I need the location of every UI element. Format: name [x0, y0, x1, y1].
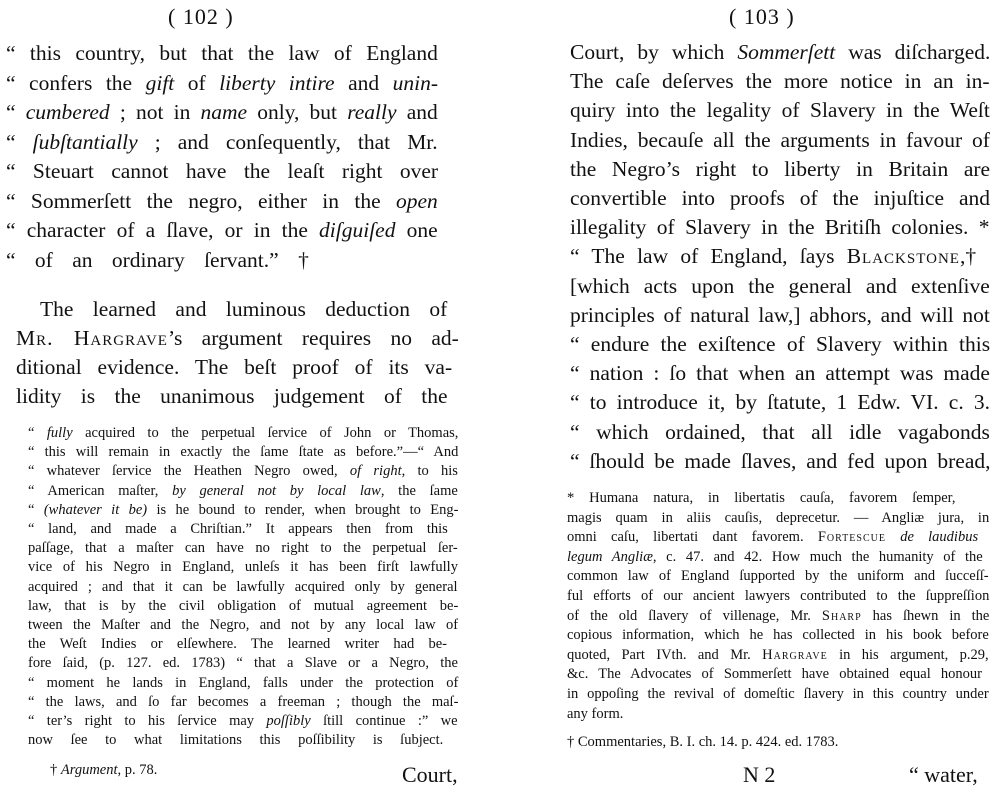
- text-line: [570, 332, 990, 357]
- text-line: [28, 579, 458, 596]
- text-run: [which acts upon the general and extenſive: [570, 273, 990, 298]
- text-run: ,†: [959, 244, 977, 269]
- text-run: “: [28, 501, 44, 518]
- text-run: “ the laws, and ſo far becomes a freeman ; though the maſ-: [28, 693, 459, 710]
- text-run: paſſage, that a maſter can have no right to the perpetual ſer-: [28, 540, 458, 557]
- text-line: [28, 521, 448, 538]
- small-caps-text: Mr. Hargrave: [16, 326, 168, 350]
- text-run: “: [6, 129, 33, 154]
- text-run: “ American maſter,: [28, 482, 173, 499]
- italic-text: name: [200, 100, 248, 124]
- text-run: vice of his Negro in England, unleſs it has been firſt lawfully: [28, 559, 458, 576]
- text-line: [567, 686, 989, 703]
- text-line: [28, 444, 458, 461]
- text-run: , c. 47. and 42. How much the humanity of the: [652, 548, 983, 565]
- text-run: copious information, which he has collected in his book before: [567, 627, 989, 644]
- text-run: , p. 78.: [117, 762, 158, 778]
- text-line: [570, 274, 990, 299]
- text-run: The learned and luminous deduction of: [40, 297, 448, 321]
- text-run: principles of natural law,] abhors, and will not: [570, 302, 990, 327]
- text-line: [6, 130, 438, 155]
- text-run: was diſcharged.: [835, 40, 991, 64]
- text-run: “: [6, 100, 26, 124]
- text-line: [570, 186, 990, 211]
- text-line: [567, 627, 989, 644]
- text-run: illegality of Slavery in the Britiſh colonies. *: [570, 215, 990, 240]
- catchword: “ water,: [909, 762, 978, 787]
- text-line: [567, 490, 956, 507]
- text-line: [16, 355, 452, 380]
- text-run: of: [174, 70, 220, 95]
- italic-text: gift: [145, 70, 175, 95]
- text-line: [28, 636, 447, 653]
- text-run: [886, 529, 900, 545]
- text-line: [28, 598, 458, 615]
- text-run: “ ſhould be made ſlaves, and fed upon bread,: [570, 448, 991, 473]
- text-line: [567, 510, 989, 527]
- text-line: [6, 159, 438, 184]
- text-line: [570, 361, 990, 386]
- small-caps-text: Blackstone: [846, 244, 960, 269]
- italic-text: legum Angliæ: [567, 548, 653, 565]
- text-run: † Commentaries, B. I. ch. 14. p. 424. ed. 1783.: [567, 734, 839, 750]
- text-run: quoted, Part IVth. and Mr.: [567, 646, 763, 663]
- text-run: magis quam in aliis cauſis, deprecetur. — Angliæ jura, in: [567, 509, 990, 526]
- text-run: ful efforts of our ancient lawyers contributed to the ſuppreſſion: [567, 588, 990, 604]
- text-run: and: [396, 100, 438, 124]
- text-run: in his argument, p.29,: [827, 646, 989, 663]
- text-run: any form.: [567, 705, 624, 722]
- signature-mark: N 2: [743, 762, 776, 787]
- text-run: lidity is the unanimous judgement of the: [16, 384, 448, 408]
- text-run: “ ter’s right to his ſervice may: [28, 713, 267, 729]
- text-run: one: [395, 218, 438, 242]
- small-caps-text: Sharp: [821, 607, 862, 624]
- italic-text: Argument: [60, 762, 118, 778]
- italic-text: poſſibly: [266, 713, 311, 729]
- text-run: “ confers the: [6, 70, 146, 95]
- text-run: &c. The Advocates of Sommerſett have obtained equal honour: [567, 666, 982, 683]
- text-run: * Humana natura, in libertatis cauſa, favorem ſemper,: [567, 490, 956, 506]
- text-line: [28, 675, 458, 692]
- text-line: [570, 303, 990, 328]
- text-run: Indies, becauſe all the arguments in favour of: [570, 127, 990, 152]
- text-run: “ to introduce it, by ſtatute, 1 Edw. VI. c. 3.: [570, 390, 990, 415]
- text-line: [28, 713, 458, 730]
- text-line: [28, 617, 458, 634]
- text-line: [6, 71, 438, 96]
- text-run: in oppoſing the revival of domeſtic ſlavery in this country under: [567, 686, 989, 702]
- text-run: ſtill continue :” we: [310, 713, 458, 729]
- italic-text: diſguiſed: [319, 218, 396, 242]
- text-run: “ The law of England, ſays: [570, 244, 847, 269]
- text-line: [16, 326, 459, 351]
- text-run: “ this country, but that the law of England: [6, 41, 438, 65]
- text-line: [570, 244, 976, 269]
- text-line: [570, 40, 990, 65]
- text-line: [16, 384, 448, 409]
- text-line: [570, 128, 990, 153]
- text-run: “ which ordained, that all idle vagabonds: [570, 419, 990, 444]
- text-run: “ Steuart cannot have the leaſt right over: [6, 159, 439, 183]
- text-line: [6, 248, 309, 273]
- text-run: The caſe deſerves the more notice in an in-: [570, 69, 990, 94]
- text-line: [40, 297, 447, 322]
- italic-text: fully: [46, 425, 73, 441]
- text-run: the Weſt Indies or elſewhere. The learned writer had be-: [28, 636, 448, 653]
- text-line: [28, 732, 443, 749]
- text-line: [28, 463, 458, 480]
- text-run: “ land, and made a Chriſtian.” It appears then from this: [28, 521, 448, 537]
- text-run: acquired ; and that it can be lawfully acquired only by general: [28, 578, 458, 595]
- italic-text: Sommerſett: [737, 40, 836, 64]
- text-line: [567, 529, 978, 546]
- text-run: convertible into proofs of the injuſtice and: [570, 186, 991, 210]
- text-line: [28, 559, 458, 576]
- text-run: common law of England ſupported by the uniform and ſucceſſ-: [567, 568, 989, 585]
- text-line: [567, 568, 989, 585]
- text-run: “ endure the exiſtence of Slavery within this: [570, 332, 991, 356]
- text-line: [6, 100, 438, 125]
- text-run: , the ſame: [380, 482, 458, 499]
- italic-text: really: [347, 100, 397, 124]
- text-run: “ nation : ſo that when an attempt was made: [570, 361, 990, 386]
- text-line: [6, 41, 438, 66]
- text-line: [28, 425, 458, 442]
- text-line: [567, 734, 838, 751]
- text-line: [6, 218, 438, 243]
- text-line: [567, 608, 989, 625]
- text-line: [567, 588, 989, 605]
- text-line: [6, 189, 438, 214]
- text-run: ditional evidence. The beſt proof of its va-: [16, 355, 453, 379]
- text-line: [28, 483, 458, 500]
- text-run: “ Sommerſett the negro, either in the: [6, 188, 397, 213]
- italic-text: by general not by local law: [172, 482, 381, 499]
- text-run: is he bound to render, when brought to Eng-: [147, 501, 459, 518]
- small-caps-text: Hargrave: [762, 646, 828, 663]
- italic-text: unin-: [392, 70, 439, 95]
- text-run: tween the Maſter and the Negro, and not by any local law of: [28, 617, 459, 633]
- text-run: of the old ſlavery of villenage, Mr.: [567, 607, 822, 624]
- text-line: [28, 502, 458, 519]
- text-line: [570, 420, 990, 445]
- text-line: [567, 549, 983, 566]
- text-line: [570, 215, 990, 240]
- text-line: [570, 390, 990, 415]
- text-run: , to his: [401, 463, 458, 480]
- text-run: “: [28, 425, 47, 441]
- text-run: only, but: [247, 100, 348, 124]
- text-run: quiry into the legality of Slavery in the Weſt: [570, 98, 990, 123]
- text-run: now ſee to what limitations this poſſibility is ſubject.: [28, 732, 444, 749]
- text-run: omni caſu, libertati dant favorem.: [567, 529, 818, 546]
- text-run: “ character of a ſlave, or in the: [6, 218, 320, 242]
- text-run: fore ſaid, (p. 127. ed. 1783) “ that a Slave or a Negro, the: [28, 655, 458, 672]
- italic-text: ſubſtantially: [32, 129, 138, 154]
- small-caps-text: Fortescue: [817, 529, 886, 546]
- text-run: and: [334, 70, 393, 95]
- italic-text: cumbered: [25, 100, 110, 124]
- text-line: [567, 666, 982, 683]
- italic-text: (whatever it be): [43, 501, 148, 518]
- catchword: Court,: [402, 762, 458, 787]
- text-line: [570, 449, 990, 474]
- italic-text: liberty intire: [219, 70, 335, 95]
- text-line: [570, 157, 990, 182]
- text-line: [567, 706, 623, 723]
- text-line: [570, 69, 990, 94]
- text-run: “ this will remain in exactly the ſame ſtate as before.”—“ And: [28, 444, 459, 461]
- text-run: “ whatever ſervice the Heathen Negro owed,: [28, 463, 350, 480]
- text-run: ; and conſequently, that Mr.: [137, 129, 438, 154]
- text-run: “ moment he lands in England, falls under the protection of: [28, 674, 459, 691]
- text-run: ’s argument requires no ad-: [167, 326, 459, 350]
- page-number: ( 102 ): [168, 4, 234, 29]
- text-run: †: [50, 762, 61, 778]
- text-run: Court, by which: [570, 40, 738, 64]
- text-run: acquired to the perpetual ſervice of John or Thomas,: [72, 425, 459, 441]
- text-run: “ of an ordinary ſervant.” †: [6, 247, 309, 272]
- text-line: [567, 647, 989, 664]
- italic-text: of right: [349, 463, 402, 480]
- text-run: has ſhewn in the: [861, 607, 990, 624]
- text-line: [28, 655, 458, 672]
- text-run: ; not in: [109, 100, 201, 124]
- text-line: [28, 694, 458, 711]
- text-line: [28, 540, 458, 557]
- page-number: ( 103 ): [729, 4, 795, 29]
- italic-text: de laudibus: [900, 529, 979, 546]
- italic-text: open: [396, 188, 438, 213]
- text-run: law, that is by the civil obligation of mutual agreement be-: [28, 597, 459, 614]
- text-line: [50, 762, 157, 779]
- text-run: the Negro’s right to liberty in Britain are: [570, 156, 991, 181]
- text-line: [570, 98, 990, 123]
